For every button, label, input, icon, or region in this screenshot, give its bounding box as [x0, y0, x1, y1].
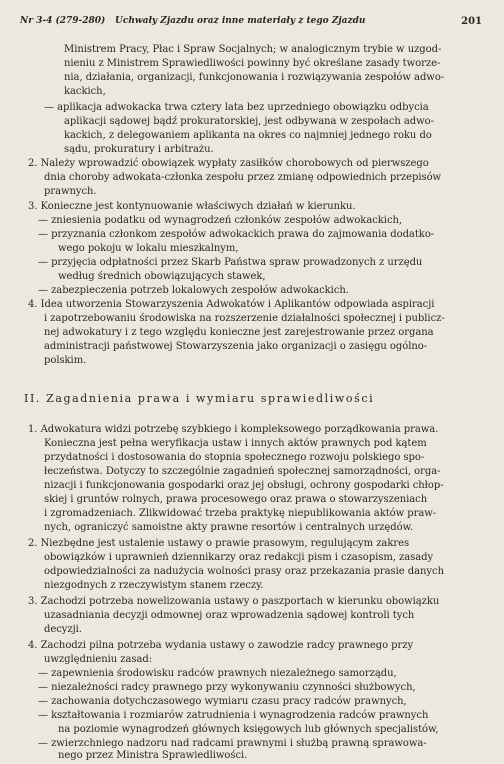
- text-line: wego pokoju w lokalu mieszkalnym,: [58, 243, 239, 254]
- bullet-line: — zniesienia podatku od wynagrodzeń członków zespołów adwokackich,: [38, 215, 403, 226]
- text-line: kackich,: [64, 86, 106, 97]
- numbered-item: 1. Adwokatura widzi potrzebę szybkiego i kompleksowego porządkowania prawa.: [28, 424, 439, 435]
- bullet-line: — zabezpieczenia potrzeb lokalowych zespołów adwokackich.: [38, 285, 349, 296]
- text-line: nego przez Ministra Sprawiedliwości.: [58, 750, 248, 761]
- text-line: Konieczna jest pełna weryfikacja ustaw i innych aktów prawnych pod kątem: [44, 438, 427, 449]
- text-line: przydatności i dostosowania do stopnia społecznego rozwoju polskiego spo-: [44, 452, 425, 463]
- page-number: 201: [461, 16, 482, 27]
- text-line: decyzji.: [44, 624, 82, 635]
- bullet-line: — zachowania dotychczasowego wymiaru czasu pracy radców prawnych,: [38, 696, 407, 707]
- bullet-line: — zapewnienia środowisku radców prawnych niezależnego samorządu,: [38, 668, 397, 679]
- text-line: nieniu z Ministrem Sprawiedliwości powinny być określane zasady tworze-: [64, 58, 441, 69]
- bullet-line: — kształtowania i rozmiarów zatrudnienia i wynagrodzenia radców prawnych: [38, 710, 429, 721]
- numbered-item: 2. Należy wprowadzić obowiązek wypłaty zasiłków chorobowych od pierwszego: [28, 158, 429, 169]
- numbered-item: 4. Idea utworzenia Stowarzyszenia Adwokatów i Aplikantów odpowiada aspiracji: [28, 299, 435, 310]
- numbered-item: 3. Zachodzi potrzeba nowelizowania ustawy o paszportach w kierunku obowiązku: [28, 596, 440, 607]
- text-line: kackich, z delegowaniem aplikanta na okres co najmniej jednego roku do: [64, 130, 432, 141]
- running-title: Uchwały Zjazdu oraz inne materiały z tego Zjazdu: [115, 16, 366, 26]
- text-line: administracji państwowej Stowarzyszenia jako organizacji o zasięgu ogólno-: [44, 341, 428, 352]
- bullet-line: — zwierzchniego nadzoru nad radcami prawnymi i służbą prawną sprawowa-: [38, 738, 427, 749]
- text-line: na poziomie wynagrodzeń głównych księgowych lub głównych specjalistów,: [58, 724, 439, 735]
- text-line: prawnych.: [44, 186, 97, 197]
- numbered-item: 3. Konieczne jest kontynuowanie właściwych działań w kierunku.: [28, 201, 356, 212]
- text-line: obowiązków i uprawnień dziennikarzy oraz redakcji pism i czasopism, zasady: [44, 552, 434, 563]
- bullet-line: — aplikacja adwokacka trwa cztery lata bez uprzedniego obowiązku odbycia: [44, 102, 429, 113]
- running-header: [20, 16, 482, 30]
- text-line: niezgodnych z rzeczywistym stanem rzeczy.: [44, 580, 264, 591]
- text-line: nych, ograniczyć samoistne akty prawne resortów i centralnych urzędów.: [44, 522, 414, 533]
- numbered-item: 2. Niezbędne jest ustalenie ustawy o prawie prasowym, regulującym zakres: [28, 538, 410, 549]
- text-line: sądu, prokuratury i arbitrażu.: [64, 144, 214, 155]
- text-line: Ministrem Pracy, Płac i Spraw Socjalnych; w analogicznym trybie w uzgod-: [64, 44, 442, 55]
- text-line: skiej i gruntów rolnych, prawa procesowego oraz prawa o stowarzyszeniach: [44, 494, 428, 505]
- text-line: aplikacji sądowej bądź prokuratorskiej, jest odbywana w zespołach adwo-: [64, 116, 434, 127]
- bullet-line: — przyjęcia odpłatności przez Skarb Państwa spraw prowadzonych z urzędu: [38, 257, 423, 268]
- issue-number: Nr 3-4 (279-280): [20, 16, 106, 26]
- section-heading: II. Zagadnienia prawa i wymiaru sprawiedliwości: [24, 392, 375, 405]
- text-line: uwzględnieniu zasad:: [44, 654, 153, 665]
- text-line: nia, działania, organizacji, funkcjonowania i rozwiązywania zespołów adwo-: [64, 72, 445, 83]
- text-line: dnia choroby adwokata-członka zespołu przez zmianę odpowiednich przepisów: [44, 172, 442, 183]
- bullet-line: — niezależności radcy prawnego przy wykonywaniu czynności służbowych,: [38, 682, 416, 693]
- text-line: i zapotrzebowaniu środowiska na rozszerzenie działalności społecznej i publicz-: [44, 313, 445, 324]
- text-line: uzasadniania decyzji odmownej oraz wprowadzenia sądowej kontroli tych: [44, 610, 415, 621]
- bullet-line: — przyznania członkom zespołów adwokackich prawa do zajmowania dodatko-: [38, 229, 435, 240]
- text-line: łeczeństwa. Dotyczy to szczególnie zagadnień społecznej samorządności, orga-: [44, 466, 441, 477]
- text-line: polskim.: [44, 355, 87, 366]
- text-line: odpowiedzialności za nadużycia wolności prasy oraz przekazania prasie danych: [44, 566, 444, 577]
- text-line: według średnich obowiązujących stawek,: [58, 271, 266, 282]
- numbered-item: 4. Zachodzi pilna potrzeba wydania ustawy o zawodzie radcy prawnego przy: [28, 640, 414, 651]
- text-line: i zgromadzeniach. Zlikwidować trzeba praktykę niepublikowania aktów praw-: [44, 508, 437, 519]
- text-line: nej adwokatury i z tego względu konieczne jest zarejestrowanie przez organa: [44, 327, 434, 338]
- text-line: nizacji i funkcjonowania gospodarki oraz jej obsługi, ochrony gospodarki chłop-: [44, 480, 444, 491]
